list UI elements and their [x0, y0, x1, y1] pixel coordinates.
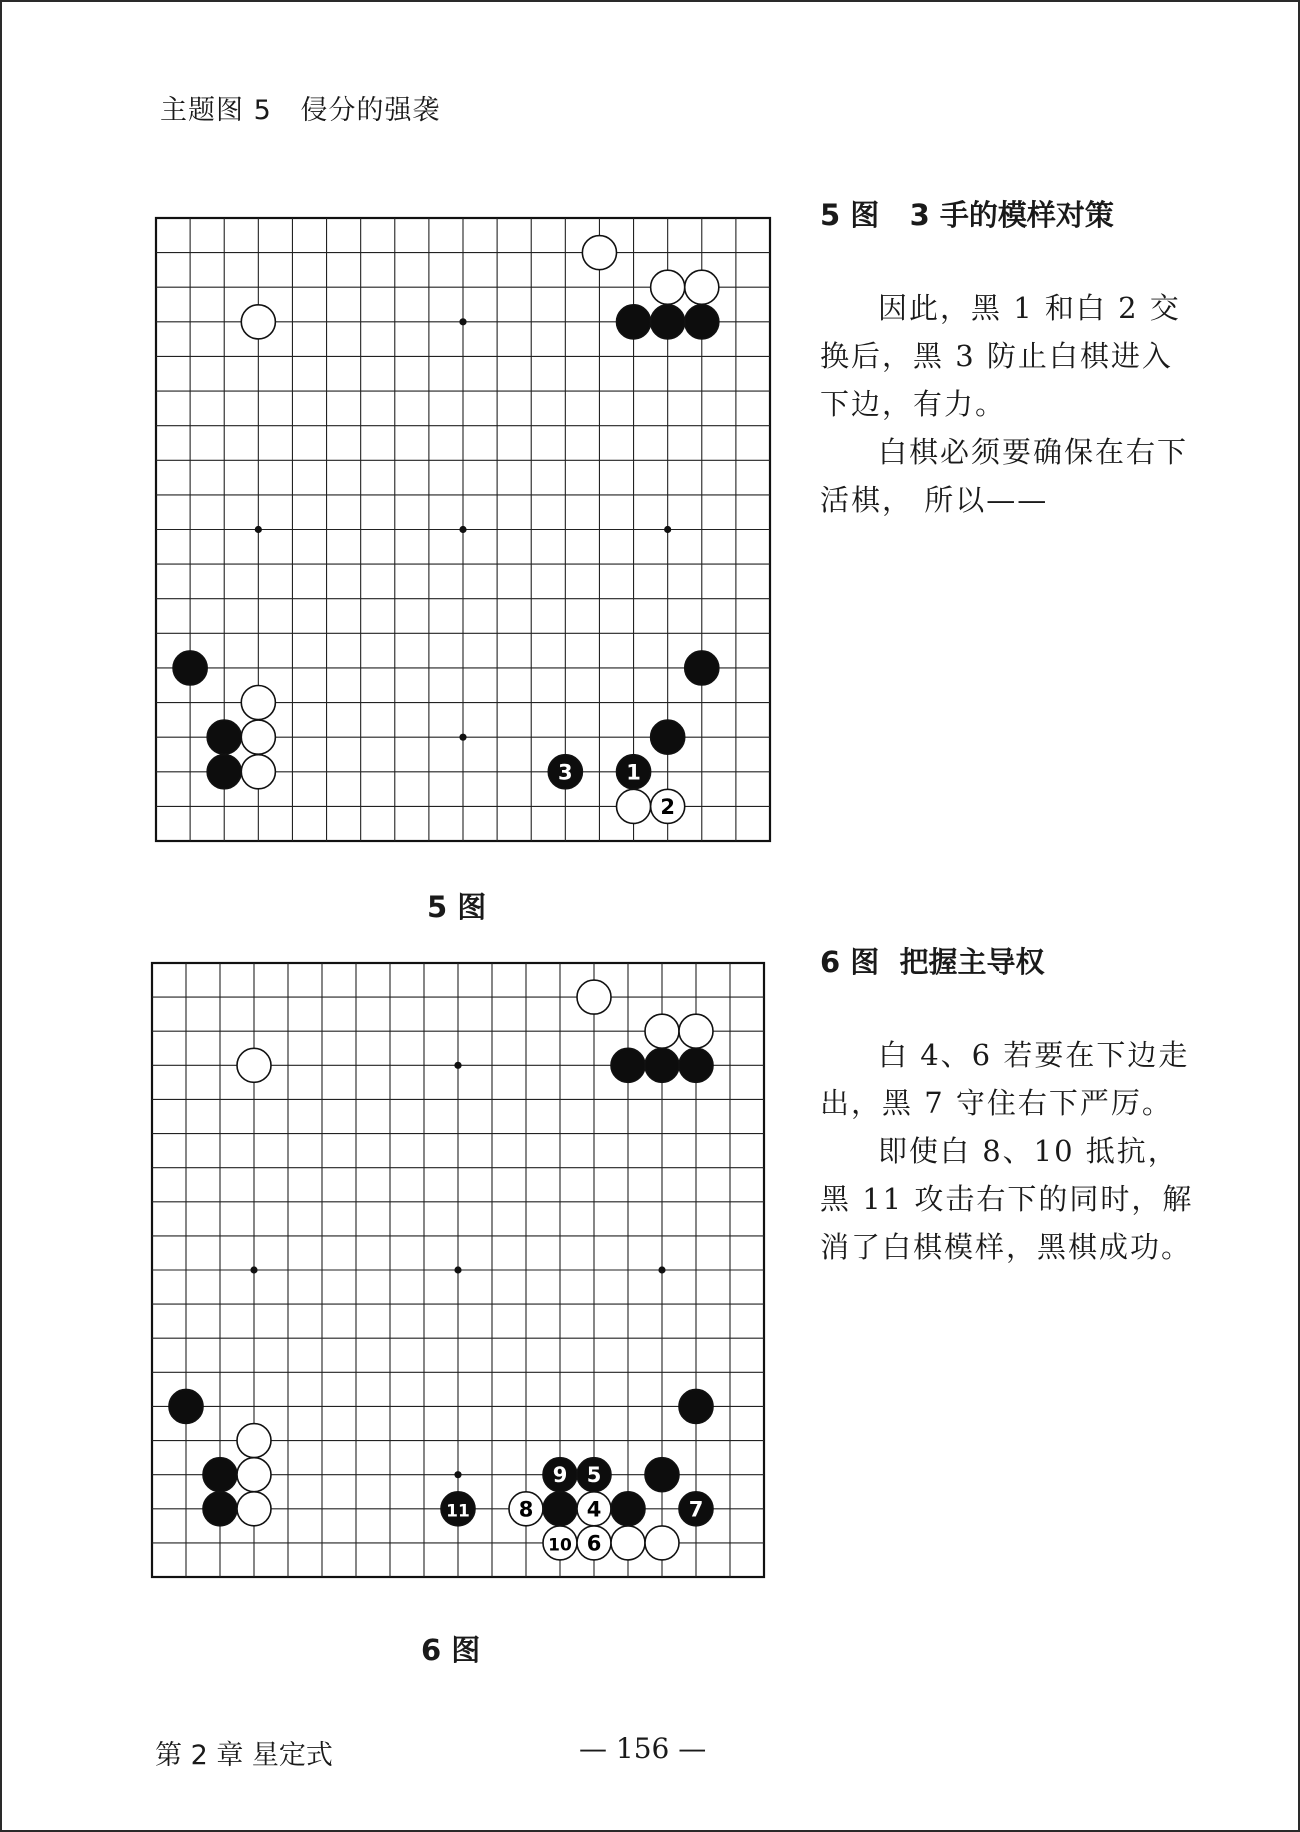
white-stone — [237, 1424, 271, 1458]
section-figure-5 — [820, 193, 1200, 524]
star-point — [459, 526, 466, 533]
black-stone — [169, 1389, 203, 1423]
white-stone-4 — [577, 1492, 611, 1526]
black-stone-7 — [679, 1492, 713, 1526]
black-stone — [611, 1048, 645, 1082]
black-stone — [645, 1458, 679, 1492]
black-stone — [685, 305, 719, 339]
go-board-figure-6 — [146, 957, 770, 1583]
section-figure-6 — [820, 940, 1200, 1271]
star-point — [454, 1266, 461, 1273]
white-stone — [237, 1458, 271, 1492]
black-stone — [651, 720, 685, 754]
white-stone — [651, 270, 685, 304]
page-number: — 156 — — [579, 1732, 707, 1765]
star-point — [454, 1471, 461, 1478]
white-stone-6 — [577, 1526, 611, 1560]
black-stone — [679, 1389, 713, 1423]
footer-chapter: 第 2 章 星定式 — [155, 1740, 333, 1771]
move-number: 3 — [558, 760, 573, 785]
star-point — [459, 318, 466, 325]
move-number: 9 — [552, 1463, 568, 1488]
white-stone — [241, 720, 275, 754]
black-stone — [543, 1492, 577, 1526]
white-stone — [577, 980, 611, 1014]
black-stone-1 — [617, 755, 651, 789]
star-point — [454, 1062, 461, 1069]
black-stone — [617, 305, 651, 339]
white-stone — [241, 755, 275, 789]
white-stone-2 — [651, 789, 685, 823]
black-stone — [651, 305, 685, 339]
black-stone-3 — [548, 755, 582, 789]
black-stone — [645, 1048, 679, 1082]
black-stone-11 — [441, 1492, 475, 1526]
section-5-paragraph-2: 白棋必须要确保在右下活棋， 所以—— — [820, 435, 1189, 517]
move-number: 5 — [586, 1463, 602, 1488]
move-number: 4 — [586, 1497, 602, 1522]
white-stone — [645, 1014, 679, 1048]
star-point — [255, 526, 262, 533]
section-5-title: 5 图 3 手的模样对策 — [820, 198, 1114, 232]
white-stone — [237, 1492, 271, 1526]
white-stone — [679, 1014, 713, 1048]
white-stone — [237, 1048, 271, 1082]
white-stone — [685, 270, 719, 304]
black-stone — [207, 720, 241, 754]
white-stone — [645, 1526, 679, 1560]
move-number: 2 — [660, 794, 675, 819]
black-stone — [685, 651, 719, 685]
move-number: 8 — [518, 1497, 534, 1522]
move-number: 1 — [626, 760, 641, 785]
white-stone — [582, 236, 616, 270]
black-stone — [173, 651, 207, 685]
white-stone — [617, 789, 651, 823]
white-stone — [241, 686, 275, 720]
star-point — [459, 734, 466, 741]
section-6-paragraph-2: 即使白 8、10 抵抗，黑 11 攻击右下的同时，解消了白棋模样，黑棋成功。 — [820, 1134, 1194, 1264]
star-point — [250, 1266, 257, 1273]
move-number: 6 — [586, 1531, 602, 1556]
star-point — [658, 1266, 665, 1273]
white-stone-10 — [543, 1526, 577, 1560]
section-6-title: 6 图 把握主导权 — [820, 945, 1045, 979]
section-5-paragraph-1: 因此，黑 1 和白 2 交换后，黑 3 防止白棋进入下边，有力。 — [820, 291, 1181, 421]
black-stone — [611, 1492, 645, 1526]
white-stone-8 — [509, 1492, 543, 1526]
figure-6-caption: 6 图 — [421, 1633, 481, 1667]
star-point — [664, 526, 671, 533]
black-stone — [203, 1458, 237, 1492]
move-number: 7 — [688, 1497, 704, 1522]
white-stone — [241, 305, 275, 339]
black-stone-9 — [543, 1458, 577, 1492]
move-number: 10 — [548, 1535, 572, 1556]
black-stone-5 — [577, 1458, 611, 1492]
section-6-paragraph-1: 白 4、6 若要在下边走出，黑 7 守住右下严厉。 — [820, 1038, 1190, 1120]
go-board-figure-5 — [150, 212, 776, 847]
white-stone — [611, 1526, 645, 1560]
move-number: 11 — [446, 1501, 470, 1522]
figure-5-caption: 5 图 — [427, 890, 487, 924]
black-stone — [203, 1492, 237, 1526]
black-stone — [679, 1048, 713, 1082]
black-stone — [207, 755, 241, 789]
running-title: 主题图 5 侵分的强袭 — [160, 95, 441, 126]
